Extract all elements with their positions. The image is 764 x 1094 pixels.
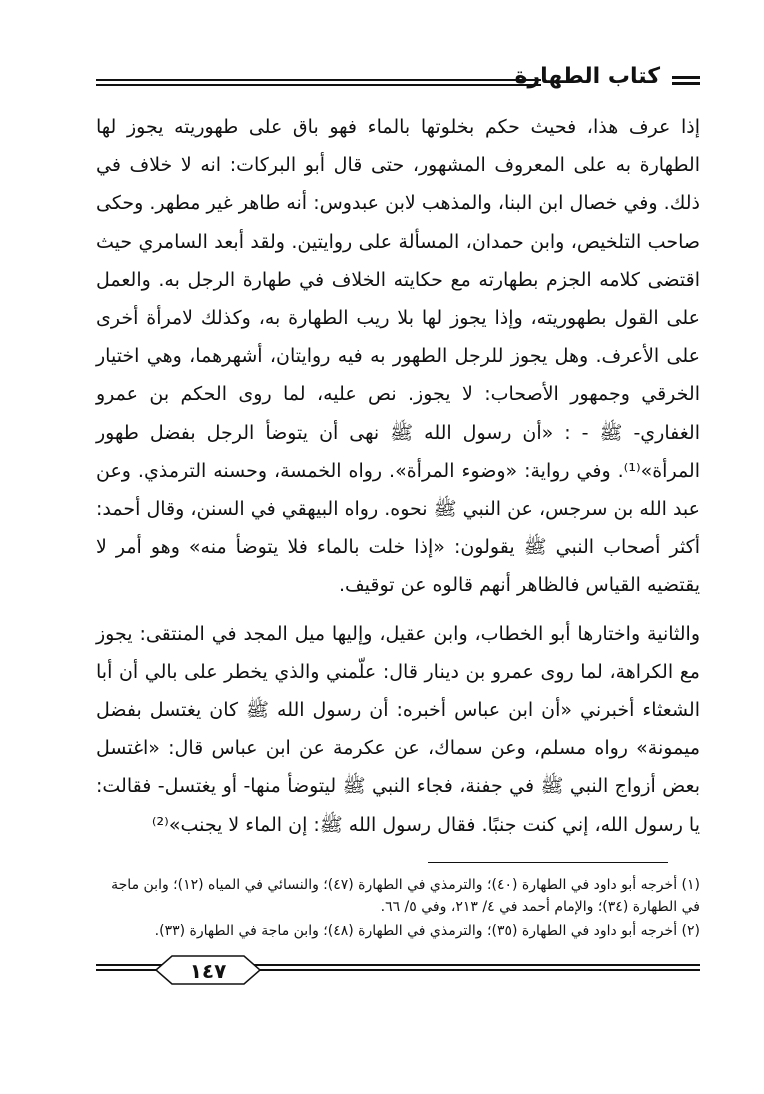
header-mark — [672, 76, 700, 88]
chapter-title: كتاب الطهارة — [514, 64, 660, 89]
footnote-2: (٢) أخرجه أبو داود في الطهارة (٣٥)؛ والترمذي في الطهارة (٤٨)؛ وابن ماجة في الطهارة (٣٣). — [154, 923, 700, 939]
main-text — [96, 108, 700, 844]
header-rule — [96, 79, 541, 89]
paragraph-2: والثانية واختارها أبو الخطاب، وابن عقيل، وإليها ميل المجد في المنتقى: يجوز مع الكراهة، لما روى عمرو بن دينار قال: علّمني والذي يخطر على بالي أن أبا الشعثاء أخبرني «أن ابن عباس أخبره: أن رسول الله ﷺ كان يغتسل بفضل ميمونة» رواه مسلم، وعن سماك، عن عكرمة عن ابن عباس قال: «اغتسل بعض أزواج النبي ﷺ في جفنة، فجاء النبي ﷺ ليتوضأ منها- أو يغتسل- فقالت: يا رسول الله، إني كنت جنبًا. فقال رسول الله ﷺ: إن الماء لا يجنب»⁽²⁾ — [96, 622, 700, 836]
footnotes — [96, 874, 700, 944]
paragraph-1: إذا عرف هذا، فحيث حكم بخلوتها بالماء فهو باق على طهوريته يجوز لها الطهارة به على المعروف المشهور، حتى قال أبو البركات: انه لا خلاف في ذلك. وفي خصال ابن البنا، والمذهب لابن عبدوس: أنه طاهر غير مطهر. وحكى صاحب التلخيص، وابن حمدان، المسألة على روايتين. ولقد أبعد السامري حيث اقتضى كلامه الجزم بطهارته مع حكايته الخلاف في طهارة الرجل به. والعمل على القول بطهوريته، وإذا يجوز لها بلا ريب الطهارة به، وكذلك لامرأة أخرى على الأعرف. وهل يجوز للرجل الطهور به فيه روايتان، أشهرهما، وهي اختيار الخرقي وجمهور الأصحاب: لا يجوز. نص عليه، لما روى الحكم بن عمرو الغفاري- ﷺ - : «أن رسول الله ﷺ نهى أن يتوضأ الرجل بفضل طهور المرأة»⁽¹⁾. وفي رواية: «وضوء المرأة». رواه الخمسة، وحسنه الترمذي. وعن عبد الله بن سرجس، عن النبي ﷺ نحوه. رواه البيهقي في السنن، وقال أحمد: أكثر أصحاب النبي ﷺ يقولون: «إذا خلت بالماء فلا يتوضأ منه» وهو أمر لا يقتضيه القياس فالظاهر أنهم قالوه عن توقيف. — [96, 116, 700, 597]
page-number: ١٤٧ — [189, 959, 227, 983]
page-number-ornament — [156, 954, 260, 986]
footnote-separator — [428, 862, 668, 863]
footnote-1: (١) أخرجه أبو داود في الطهارة (٤٠)؛ والترمذي في الطهارة (٤٧)؛ والنسائي في المياه (١٢)؛ وابن ماجة في الطهارة (٣٤)؛ والإمام أحمد في ٤/ ٢١٣، وفي ٥/ ٦٦. — [111, 877, 700, 915]
running-header — [96, 64, 700, 94]
